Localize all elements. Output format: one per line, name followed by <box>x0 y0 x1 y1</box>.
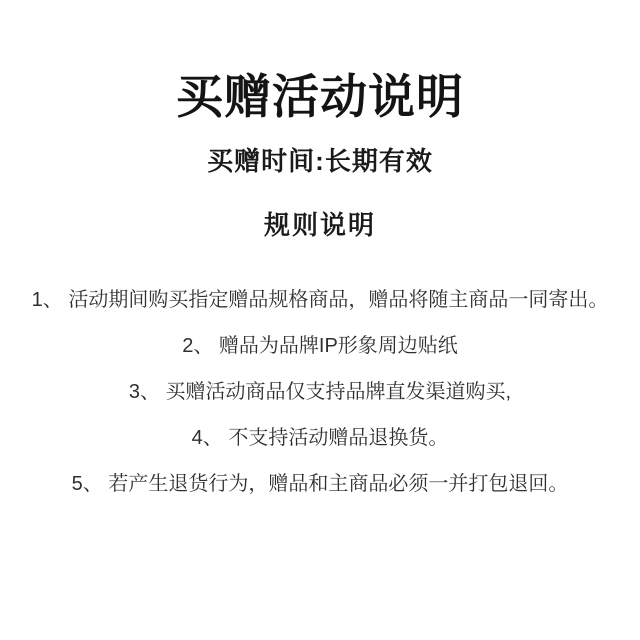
rules-list <box>0 277 640 507</box>
rule-item-4: 4、 不支持活动赠品退换货。 <box>191 427 449 449</box>
rule-item-1: 1、 活动期间购买指定赠品规格商品，赠品将随主商品一同寄出。 <box>31 289 609 311</box>
rule-item-2: 2、 赠品为品牌IP形象周边贴纸 <box>182 335 458 357</box>
promo-duration-text: 买赠时间:长期有效 <box>207 146 433 176</box>
rule-item-3: 3、 买赠活动商品仅支持品牌直发渠道购买, <box>128 381 512 403</box>
rule-item-5: 5、 若产生退货行为，赠品和主商品必须一并打包退回。 <box>71 473 569 495</box>
page-title: 买赠活动说明 <box>176 70 464 123</box>
rules-section-title: 规则说明 <box>263 210 376 240</box>
